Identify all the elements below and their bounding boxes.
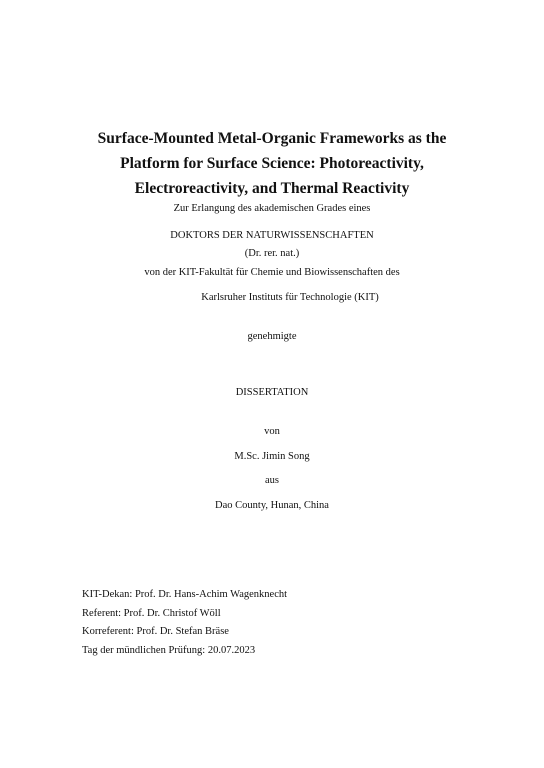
thesis-title-line-2: Platform for Surface Science: Photoreactivity, [120, 155, 424, 172]
dean-line: KIT-Dekan: Prof. Dr. Hans-Achim Wagenknecht [82, 589, 288, 600]
faculty-line: von der KIT-Fakultät für Chemie und Biowissenschaften des [144, 267, 400, 278]
referee-line: Referent: Prof. Dr. Christof Wöll [82, 607, 221, 619]
purpose-line: Zur Erlangung des akademischen Grades eines [173, 203, 371, 214]
from-line: aus [265, 475, 279, 486]
thesis-title [60, 126, 484, 201]
thesis-title-line-1: Surface-Mounted Metal-Organic Frameworks as the [97, 130, 447, 147]
degree-line: DOKTORS DER NATURWISSENSCHAFTEN [170, 230, 374, 241]
degree-abbreviation: (Dr. rer. nat.) [244, 248, 300, 259]
committee-block [82, 586, 287, 660]
exam-date-line: Tag der mündlichen Prüfung: 20.07.2023 [82, 644, 256, 656]
by-line: von [264, 426, 280, 437]
approved-line: genehmigte [247, 331, 297, 342]
author-name: M.Sc. Jimin Song [234, 451, 310, 462]
thesis-title-line-3: Electroreactivity, and Thermal Reactivity [134, 180, 410, 197]
co-referee-line: Korreferent: Prof. Dr. Stefan Bräse [82, 626, 229, 637]
author-origin: Dao County, Hunan, China [215, 500, 329, 511]
institute-line: Karlsruher Instituts für Technologie (KIT) [201, 292, 379, 303]
document-type: DISSERTATION [235, 387, 309, 398]
